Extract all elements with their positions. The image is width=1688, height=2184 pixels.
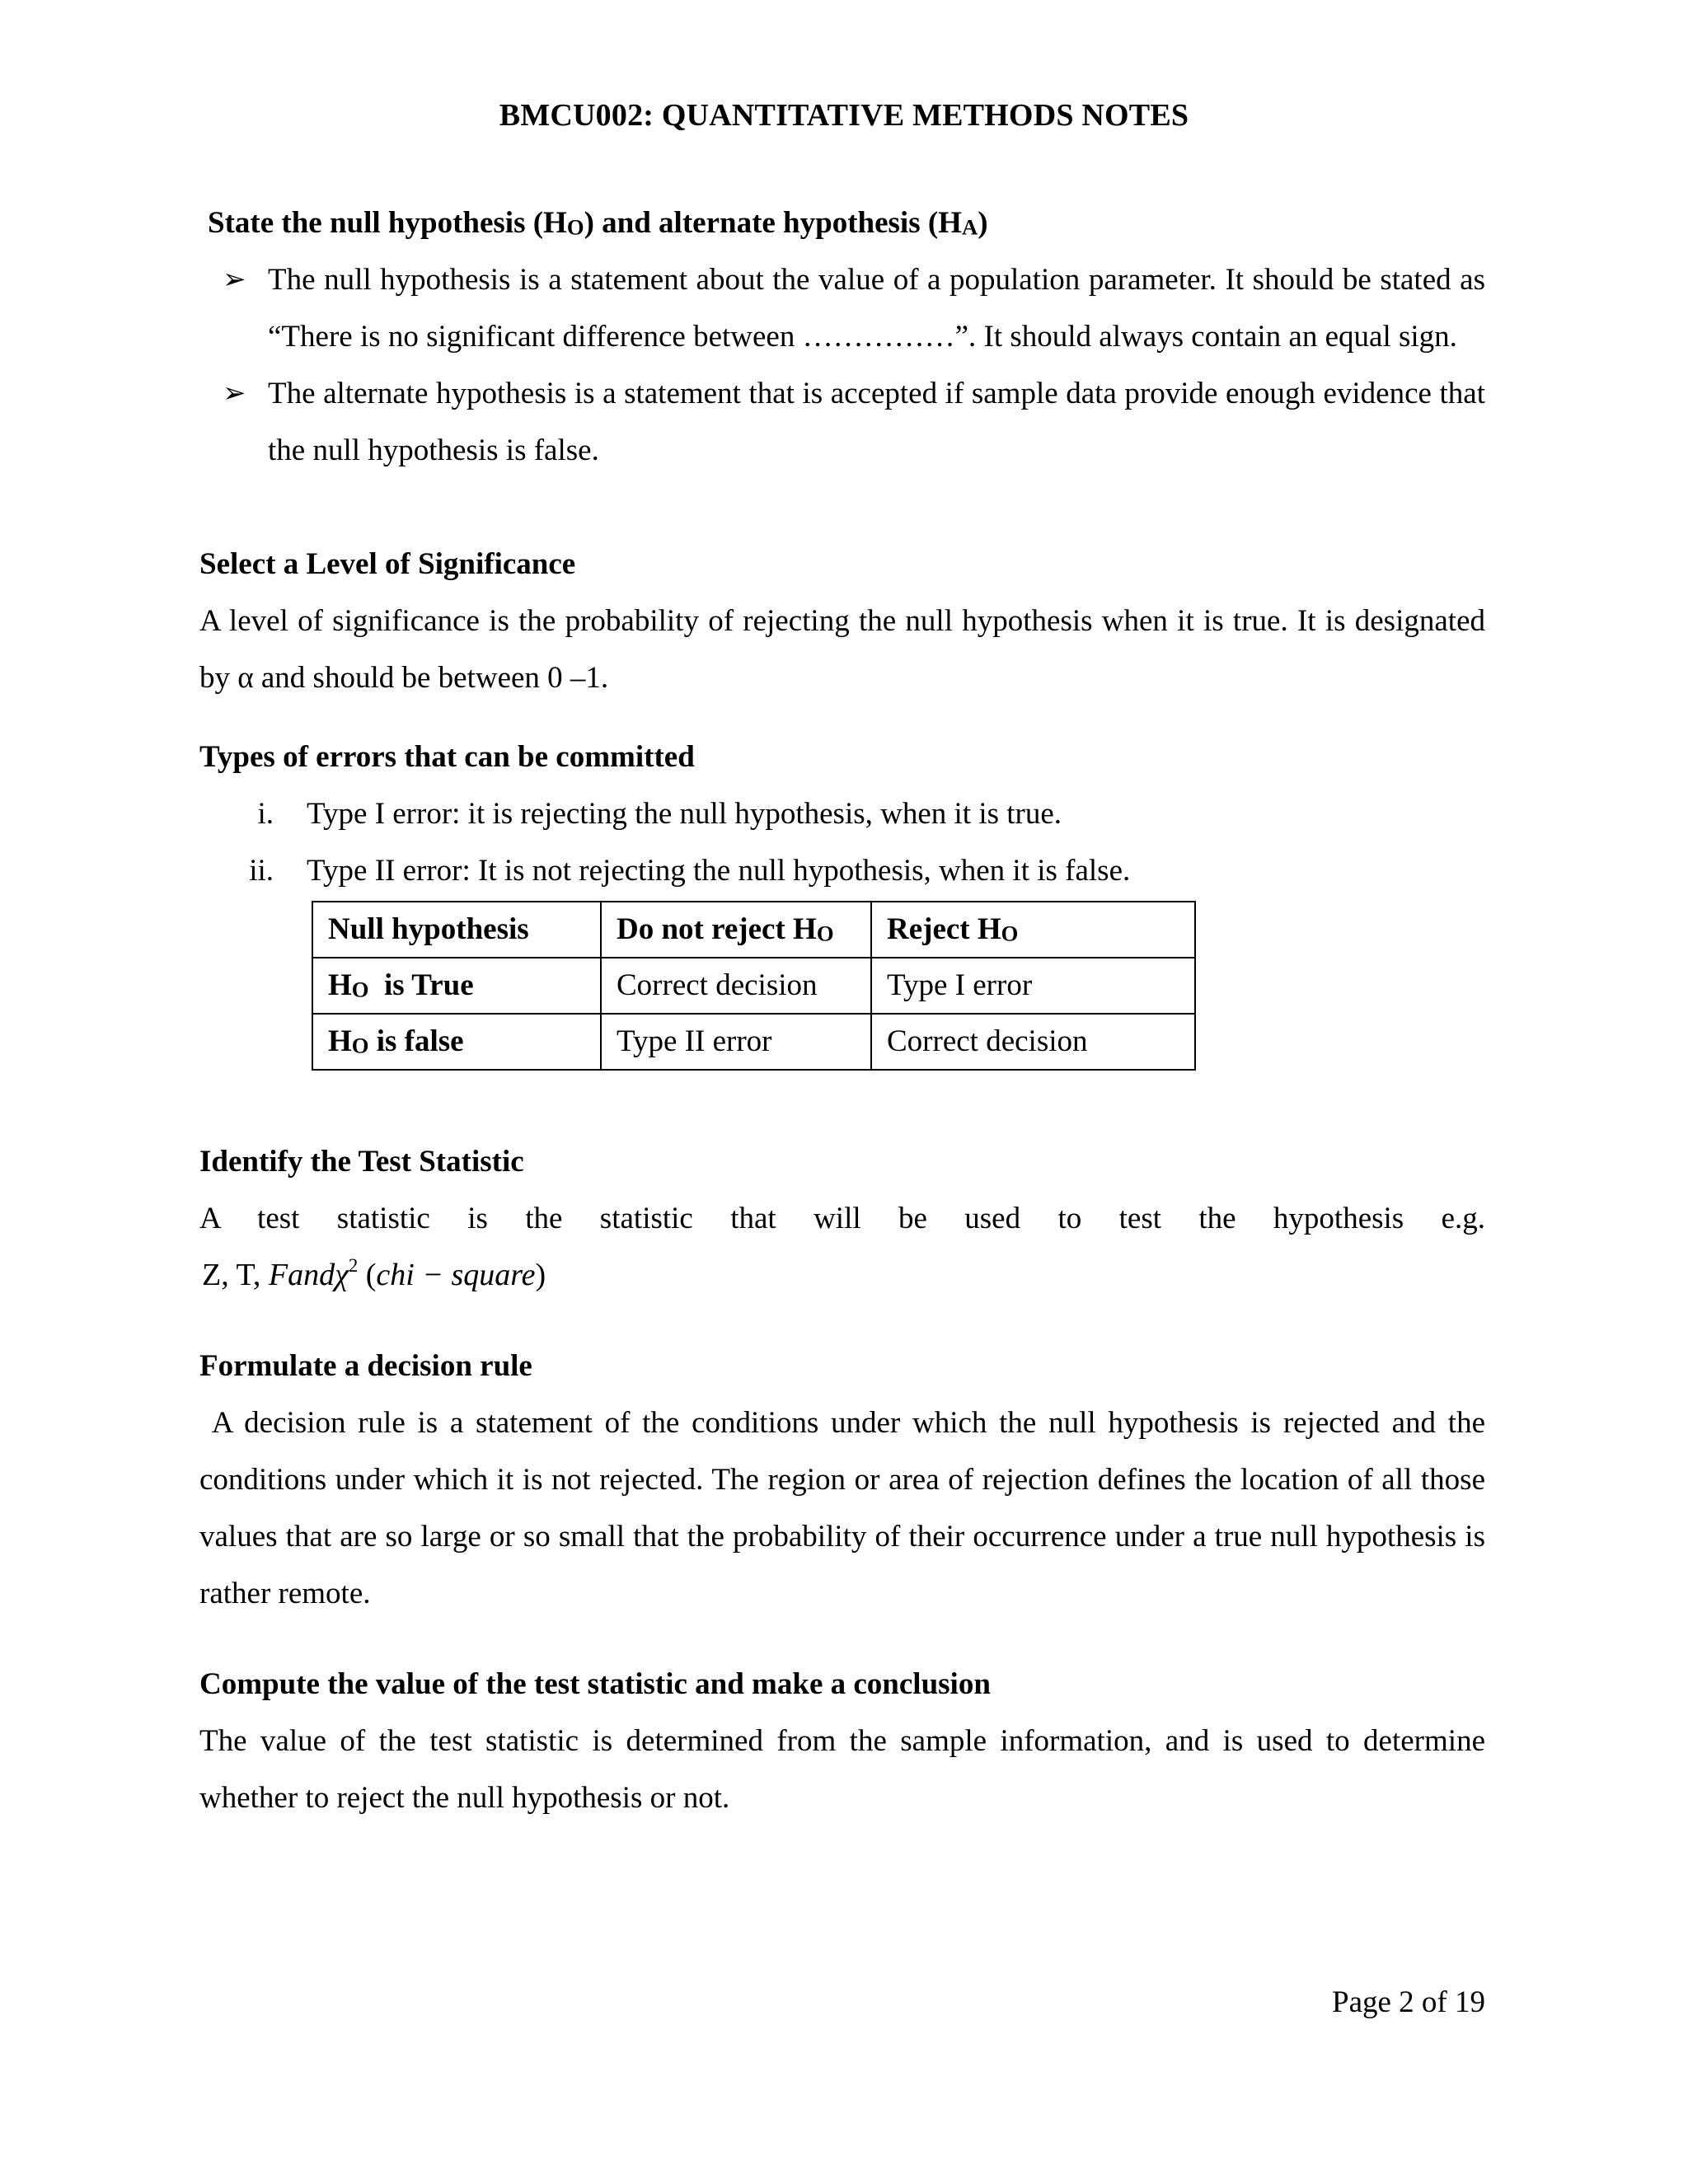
table-header-row	[312, 902, 1195, 958]
cell-text: Reject H	[887, 912, 1001, 946]
subscript-o: O	[1001, 921, 1019, 946]
section-heading-errors: Types of errors that can be committed	[199, 740, 695, 774]
list-item	[199, 785, 1485, 842]
table-row	[312, 1014, 1195, 1070]
test-statistic-paragraph: A test statistic is the statistic that will be used to test the hypothesis e.g.	[199, 1202, 1485, 1235]
heading-text: State the null hypothesis (H	[208, 206, 567, 240]
section-heading-test-statistic: Identify the Test Statistic	[199, 1145, 524, 1179]
page-content	[199, 194, 1493, 1826]
decision-rule-paragraph: A decision rule is a statement of the conditions under which the null hypothesis is rejected and the conditions under which it is not rejected. The region or area of rejection defines the location of all those values that are so large or so small that the probability of their occurrence under a true null hypothesis is rather remote.	[199, 1406, 1493, 1610]
subscript-o: O	[816, 921, 834, 946]
table-header-cell: Null hypothesis	[312, 902, 601, 958]
list-number: i.	[257, 797, 274, 831]
table-row	[312, 958, 1195, 1014]
table-cell	[312, 958, 601, 1014]
list-item	[199, 365, 1485, 479]
significance-paragraph: A level of significance is the probability of rejecting the null hypothesis when it is true. It is designated by α and should be between 0 –1.	[199, 604, 1485, 695]
heading-text: ) and alternate hypothesis (H	[584, 206, 962, 240]
heading-text: )	[978, 206, 988, 240]
spacer	[199, 479, 1485, 536]
arrow-bullet-icon: ➢	[223, 378, 246, 409]
table-cell	[312, 1014, 601, 1070]
section-heading-significance: Select a Level of Significance	[199, 547, 576, 581]
subscript-o: O	[351, 977, 369, 1002]
subscript-o: O	[351, 1033, 369, 1058]
table-cell: Correct decision	[601, 958, 871, 1014]
formula-text: Fand	[268, 1258, 335, 1292]
list-number: ii.	[249, 854, 274, 888]
spacer	[199, 1304, 1485, 1338]
arrow-bullet-icon: ➢	[223, 265, 246, 295]
test-statistic-formula	[199, 1247, 1485, 1304]
table-cell: Correct decision	[871, 1014, 1195, 1070]
subscript-o: O	[566, 214, 584, 240]
list-text: Type I error: it is rejecting the null hypothesis, when it is true.	[307, 797, 1062, 831]
formula-text: chi − square	[376, 1258, 536, 1292]
bullet-text: The null hypothesis is a statement about the value of a population parameter. It should be stated as “There is no significant difference between ……………”. It should always contain an equal sign.	[268, 263, 1485, 354]
cell-text: Do not reject H	[617, 912, 817, 946]
table-header-cell	[871, 902, 1195, 958]
list-item	[199, 842, 1485, 899]
spacer	[199, 1071, 1485, 1133]
superscript-two: 2	[348, 1255, 359, 1277]
chi-symbol: χ	[335, 1258, 349, 1292]
table-cell: Type II error	[601, 1014, 871, 1070]
section-heading-hypotheses	[199, 194, 1485, 251]
subscript-a: A	[961, 214, 978, 240]
section-heading-decision-rule: Formulate a decision rule	[199, 1349, 532, 1383]
cell-text: is True	[368, 968, 474, 1002]
list-text: Type II error: It is not rejecting the null hypothesis, when it is false.	[307, 854, 1131, 888]
hypothesis-bullet-list	[199, 251, 1485, 479]
cell-text: H	[328, 968, 352, 1002]
spacer	[199, 1622, 1485, 1656]
section-heading-conclusion: Compute the value of the test statistic and make a conclusion	[199, 1667, 991, 1701]
formula-text: )	[535, 1258, 546, 1292]
decision-error-table	[312, 901, 1196, 1071]
cell-text: H	[328, 1024, 352, 1058]
formula-text: Z, T,	[202, 1258, 269, 1292]
page-header: BMCU002: QUANTITATIVE METHODS NOTES	[499, 98, 1189, 133]
cell-text: is false	[368, 1024, 464, 1058]
formula-text: (	[358, 1258, 377, 1292]
table-cell: Type I error	[871, 958, 1195, 1014]
list-item	[199, 251, 1485, 365]
table-header-cell	[601, 902, 871, 958]
spacer	[199, 706, 1485, 729]
conclusion-paragraph: The value of the test statistic is determined from the sample information, and is used to determine whether to reject the null hypothesis or not.	[199, 1724, 1485, 1815]
page-number: Page 2 of 19	[1332, 1985, 1485, 2019]
bullet-text: The alternate hypothesis is a statement that is accepted if sample data provide enough evidence that the null hypothesis is false.	[268, 377, 1485, 467]
error-types-list	[199, 785, 1485, 899]
